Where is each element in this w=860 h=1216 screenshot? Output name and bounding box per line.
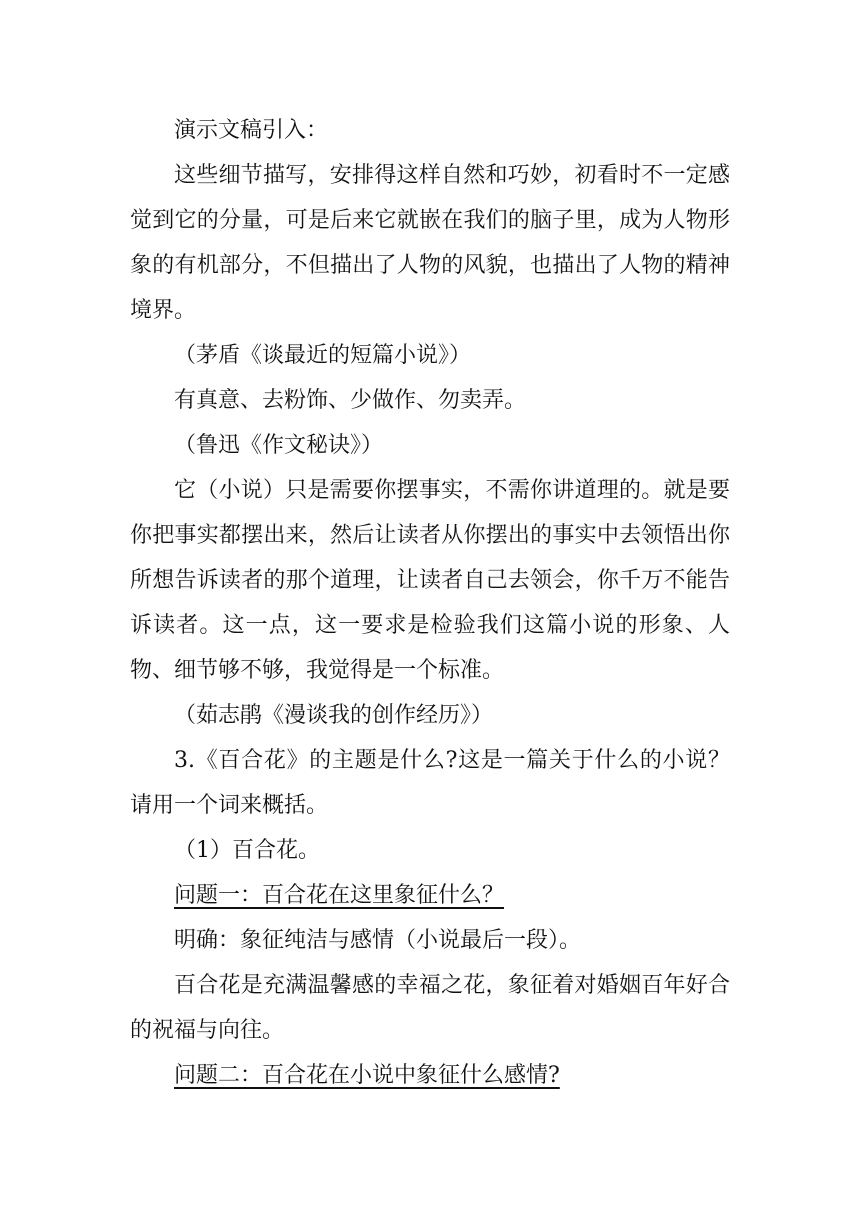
citation-ruzhijuan: （茹志鹃《漫谈我的创作经历》）	[174, 703, 494, 728]
question-one-text: 问题一：百合花在这里象征什么？	[174, 883, 505, 908]
question-one	[130, 873, 730, 918]
paragraph-intro: 演示文稿引入：	[174, 118, 329, 143]
document-body	[130, 108, 730, 1098]
question-two	[130, 1053, 730, 1098]
citation-maodun: （茅盾《谈最近的短篇小说》）	[174, 343, 472, 368]
question-theme: 3.《百合花》的主题是什么?这是一篇关于什么的小说？请用一个词来概括。	[130, 748, 730, 818]
citation-luxun: （鲁迅《作文秘诀》）	[174, 433, 384, 458]
paragraph-quote-ruzhijuan: 它（小说）只是需要你摆事实，不需你讲道理的。就是要你把事实都摆出来，然后让读者从你摆出的事实中去领悟出你所想告诉读者的那个道理，让读者自己去领会，你千万不能告诉读者。这一点，这一要求是检验我们这篇小说的形象、人物、细节够不够，我觉得是一个标准。	[130, 478, 730, 683]
answer-one-detail: 百合花是充满温馨感的幸福之花，象征着对婚姻百年好合的祝福与向往。	[130, 973, 730, 1043]
paragraph-quote-luxun: 有真意、去粉饰、少做作、勿卖弄。	[174, 388, 527, 413]
answer-one: 明确：象征纯洁与感情（小说最后一段）。	[174, 928, 582, 953]
question-two-text: 问题二：百合花在小说中象征什么感情?	[174, 1063, 560, 1088]
paragraph-quote-maodun: 这些细节描写，安排得这样自然和巧妙，初看时不一定感觉到它的分量，可是后来它就嵌在我们的脑子里，成为人物形象的有机部分，不但描出了人物的风貌，也描出了人物的精神境界。	[130, 163, 730, 323]
answer-lily: （1）百合花。	[174, 838, 320, 863]
